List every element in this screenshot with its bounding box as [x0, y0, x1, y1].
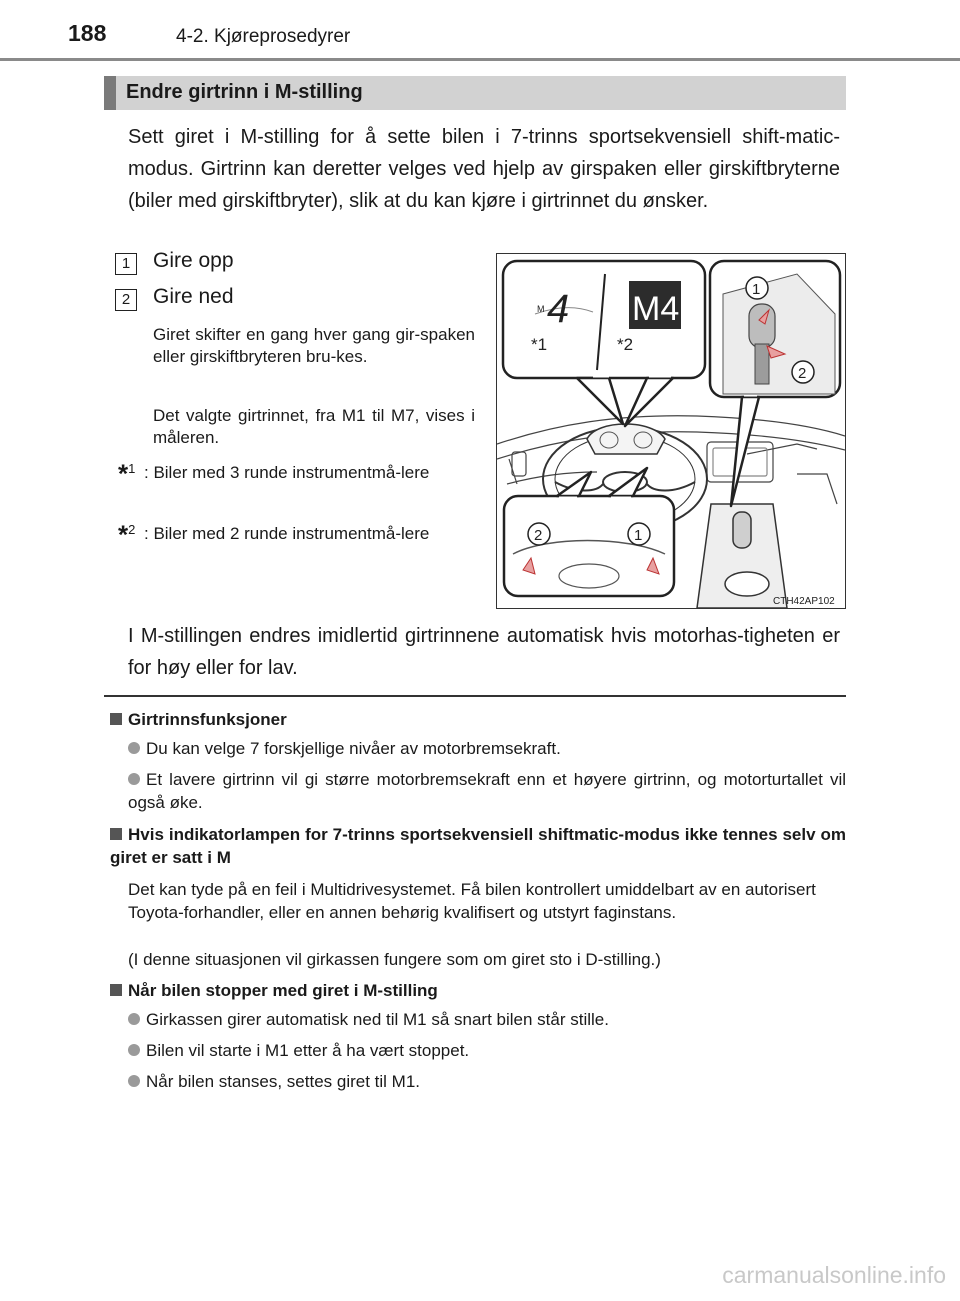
- intro-paragraph: Sett giret i M-stilling for å sette bilen i 7-trinns sportsekvensiell shift-matic-modus. Girtrinn kan deretter velges ved hjelp av girspaken eller girskiftbryterne (biler med girskiftbryter), slik at du kan kjøre i girtrinnet du ønsker.: [128, 126, 840, 212]
- item-label-gire-opp: Gire opp: [153, 249, 234, 272]
- chapter-title: 4-2. Kjøreprosedyrer: [176, 26, 351, 47]
- figure-illustration: [497, 254, 845, 608]
- item-label-gire-ned: Gire ned: [153, 285, 234, 308]
- gauge2-gear-display: M4: [632, 290, 680, 328]
- footnote-mark-2: *$^2$: [118, 519, 136, 550]
- circle-bullet-icon: [128, 1044, 140, 1056]
- header-divider: [0, 58, 960, 61]
- note-3-bullet-2: Bilen vil starte i M1 etter å ha vært stoppet.: [128, 1039, 846, 1062]
- circle-bullet-icon: [128, 1013, 140, 1025]
- item-number-1: 1: [115, 253, 137, 275]
- item-note-1: Giret skifter en gang hver gang gir-spaken eller girskiftbryteren bru-kes.: [153, 325, 475, 366]
- page-number: 188: [68, 20, 107, 46]
- note-2-body-2: (I denne situasjonen vil girkassen fungere som om giret sto i D-stilling.): [128, 950, 661, 969]
- footnote-text-2: : Biler med 2 runde instrumentmå-lere: [144, 524, 430, 543]
- section-divider: [104, 695, 846, 697]
- gauge1-mode-letter: M: [537, 304, 545, 314]
- note-heading-1: Girtrinnsfunksjoner: [110, 708, 846, 731]
- item-number-2: 2: [115, 289, 137, 311]
- callout-shift-down-number: 2: [798, 365, 807, 382]
- note-1-bullet-1: Du kan velge 7 forskjellige nivåer av motorbremsekraft.: [128, 737, 846, 760]
- section-heading: [104, 76, 846, 110]
- label-star2: *2: [617, 335, 634, 354]
- paddle-callout: [504, 468, 674, 596]
- circle-bullet-icon: [128, 742, 140, 754]
- item-note-2: Det valgte girtrinnet, fra M1 til M7, vises i måleren.: [153, 406, 475, 447]
- outro-paragraph: I M-stillingen endres imidlertid girtrinnene automatisk hvis motorhas-tigheten er for høy eller for lav.: [128, 625, 840, 679]
- note-heading-3: Når bilen stopper med giret i M-stilling: [110, 979, 846, 1002]
- circle-bullet-icon: [128, 1075, 140, 1087]
- circle-bullet-icon: [128, 773, 140, 785]
- gauge1-gear-number: 4: [547, 287, 570, 331]
- note-heading-2: Hvis indikatorlampen for 7-trinns sportsekvensiell shiftmatic-modus ikke tennes selv om giret er satt i M: [110, 825, 846, 867]
- watermark: carmanualsonline.info: [722, 1262, 946, 1288]
- square-bullet-icon: [110, 713, 122, 725]
- shift-lever-callout: [710, 261, 840, 506]
- note-1-bullet-2: Et lavere girtrinn vil gi større motorbremsekraft enn et høyere girtrinn, og motorturtallet vil også øke.: [128, 770, 846, 812]
- section-heading-bar: [104, 76, 116, 110]
- square-bullet-icon: [110, 984, 122, 996]
- gauge-cluster: [587, 424, 665, 454]
- label-star1: *1: [531, 335, 548, 354]
- callout-shift-up-number: 1: [752, 281, 761, 298]
- note-3-bullet-3: Når bilen stanses, settes giret til M1.: [128, 1070, 846, 1093]
- note-2-body: Det kan tyde på en feil i Multidrivesystemet. Få bilen kontrollert umiddelbart av en autorisert Toyota-forhandler, eller en annen behørig kvalifisert og utstyrt faginstans.: [128, 880, 816, 922]
- section-title: Endre girtrinn i M-stilling: [126, 81, 363, 103]
- footnote-text-1: : Biler med 3 runde instrumentmå-lere: [144, 463, 430, 482]
- note-3-bullet-1: Girkassen girer automatisk ned til M1 så snart bilen står stille.: [128, 1008, 846, 1031]
- paddle-left-number: 2: [534, 527, 543, 544]
- footnote-mark-1: *$^1$: [118, 458, 136, 489]
- paddle-right-number: 1: [634, 527, 643, 544]
- gear-shift-figure: [496, 253, 846, 609]
- center-console: [697, 504, 787, 608]
- figure-code: CTH42AP102: [773, 596, 835, 607]
- square-bullet-icon: [110, 828, 122, 840]
